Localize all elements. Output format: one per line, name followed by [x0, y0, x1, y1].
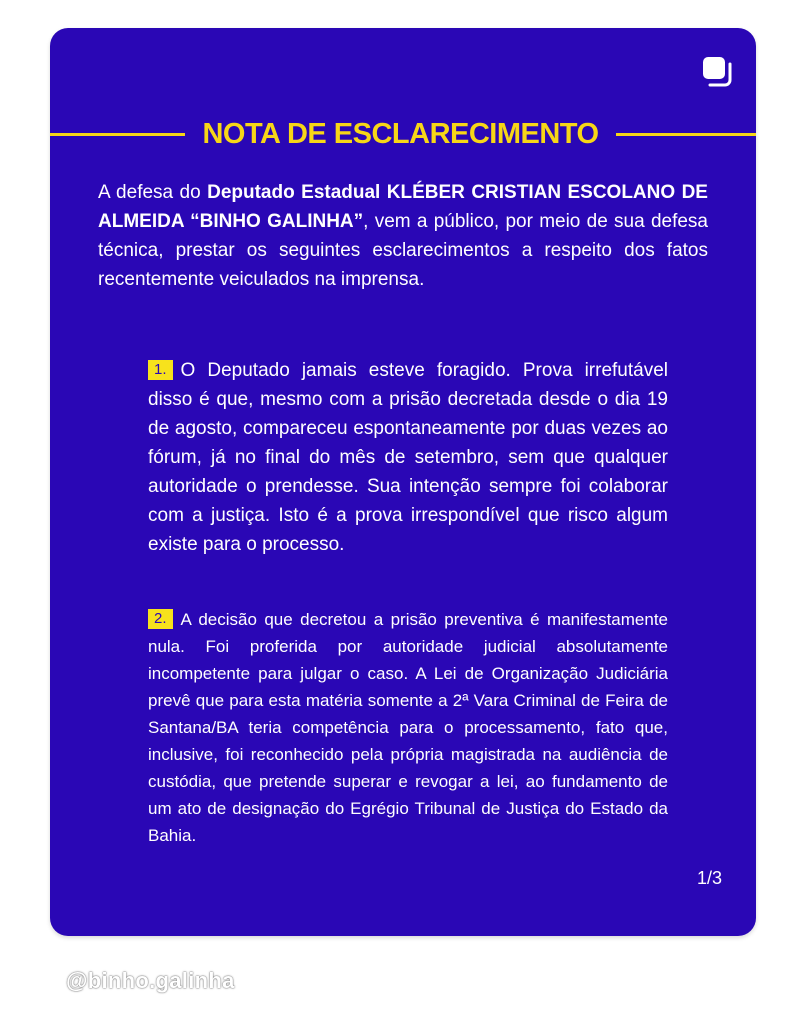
multiple-images-icon	[700, 54, 734, 88]
item-number-badge: 2.	[148, 609, 173, 629]
author-handle[interactable]: @binho.galinha	[66, 968, 235, 993]
page-indicator: 1/3	[696, 868, 722, 888]
item-text: O Deputado jamais esteve foragido. Prova irrefutável disso é que, mesmo com a prisão decretada desde o dia 19 de agosto, compareceu espontaneamente por duas vezes ao fórum, já no final do mês de setembro, sem que qualquer autoridade o prendesse. Sua intenção sempre foi colaborar com a justiça. Isto é a prova irrespondível que risco algum existe para o processo.	[148, 360, 668, 555]
item-number-badge: 1.	[148, 360, 173, 380]
intro-highlight: Deputado Estadual KLÉBER CRISTIAN ESCOLANO DE ALMEIDA “BINHO GALINHA”	[98, 182, 708, 232]
list-item	[148, 606, 668, 849]
title-divider-left	[50, 133, 185, 136]
title-row	[50, 114, 756, 154]
list-item	[148, 356, 668, 559]
item-text: A decisão que decretou a prisão preventiva é manifestamente nula. Foi proferida por autoridade judicial absolutamente incompetente para julgar o caso. A Lei de Organização Judiciária prevê que para esta matéria somente a 2ª Vara Criminal de Feira de Santana/BA teria competência para o processamento, fato que, inclusive, foi reconhecido pela própria magistrada na audiência de custódia, que pretende superar e revogar a lei, ao fundamento de um ato de designação do Egrégio Tribunal de Justiça do Estado da Bahia.	[148, 610, 668, 845]
intro-paragraph	[98, 178, 708, 294]
page-title: NOTA DE ESCLARECIMENTO	[202, 118, 599, 150]
intro-rest: , vem a público, por meio de sua defesa técnica, prestar os seguintes esclarecimentos a respeito dos fatos recentemente veiculados na imprensa.	[98, 211, 708, 290]
title-divider-right	[616, 133, 756, 136]
intro-lead: A defesa do	[98, 182, 201, 203]
